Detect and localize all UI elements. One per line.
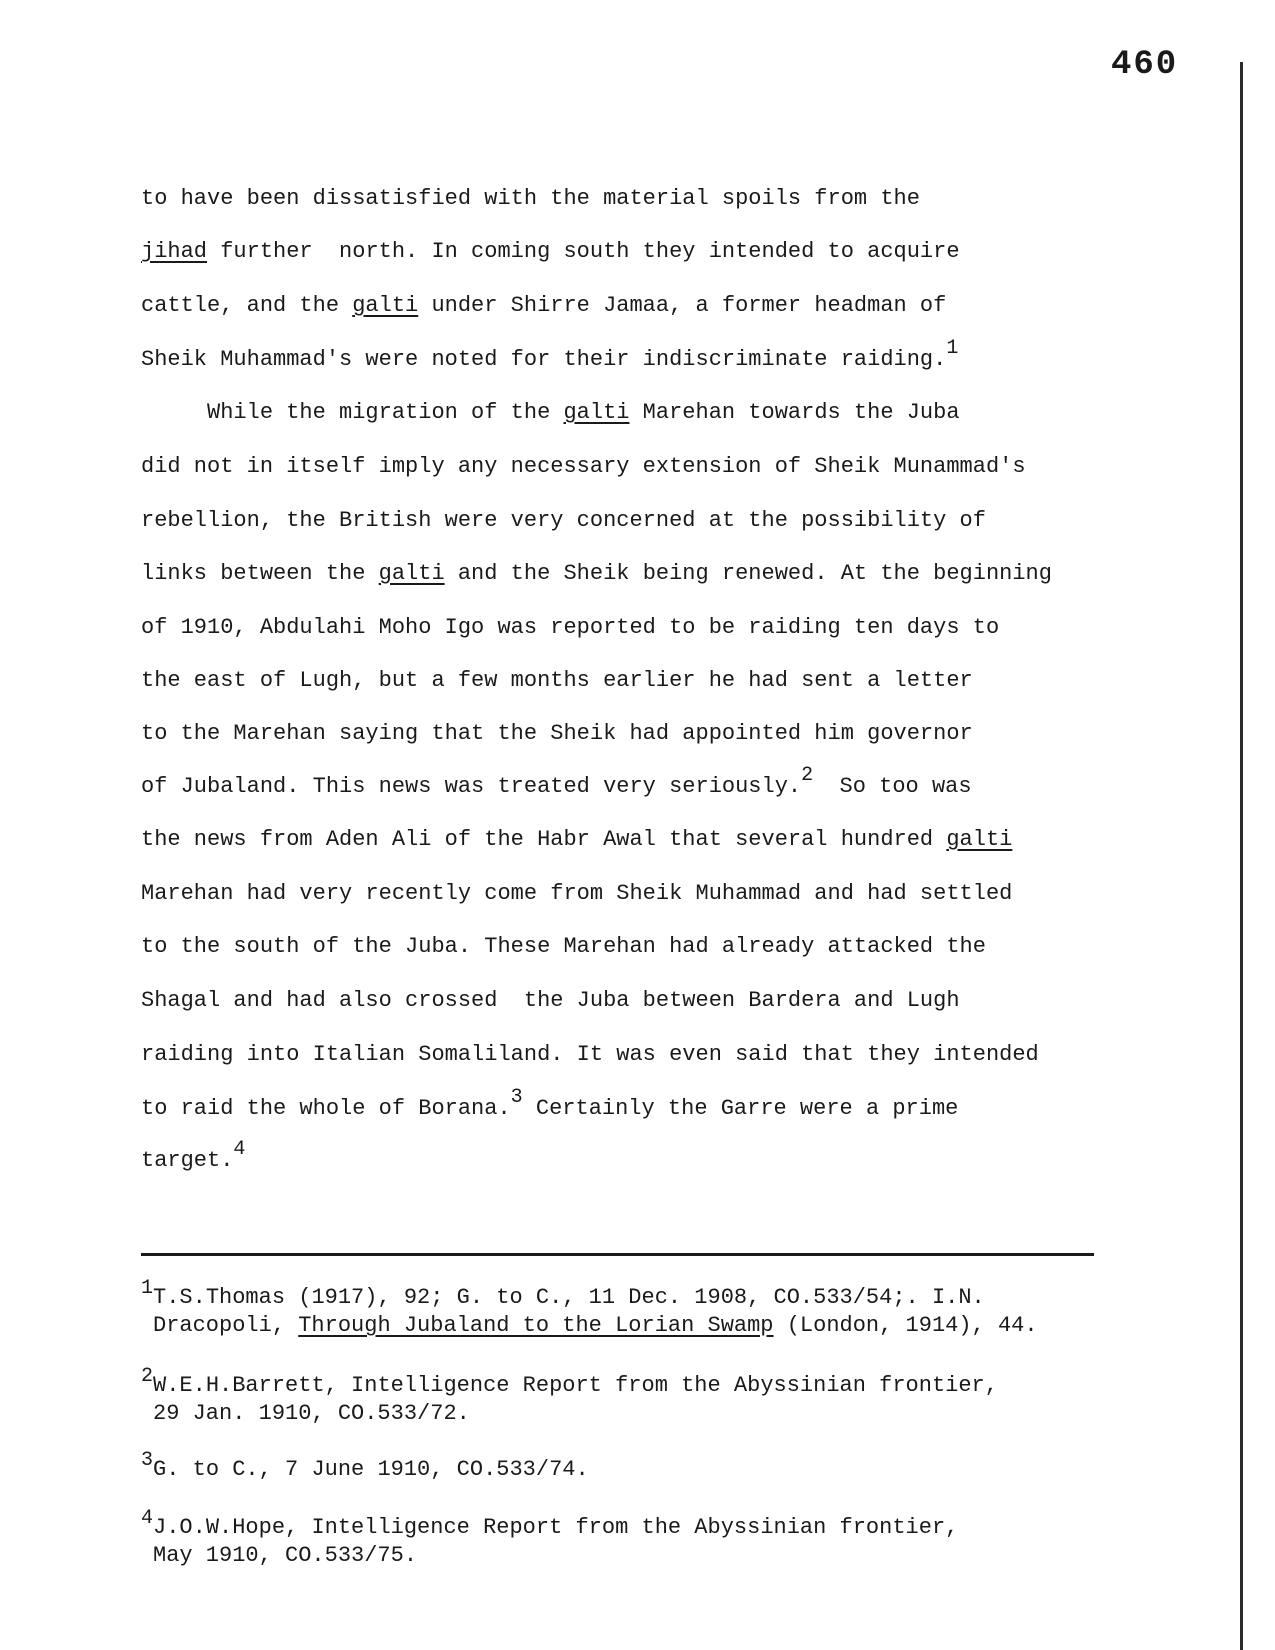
text-span: Dracopoli, — [153, 1313, 299, 1338]
text-line — [141, 336, 959, 375]
underlined-term: galti — [378, 561, 445, 586]
text-line — [141, 398, 960, 428]
text-span: under Shirre Jamaa, a former headman of — [418, 293, 947, 318]
text-span: links between the — [141, 561, 379, 586]
text-line — [141, 719, 973, 749]
footnote-ref: 4 — [233, 1137, 246, 1161]
footnote-ref: 2 — [801, 763, 814, 787]
text-line — [141, 1085, 959, 1124]
text-span: While the migration of the — [141, 400, 564, 425]
text-span: W.E.H.Barrett, Intelligence Report from the Abyssinian frontier, — [153, 1373, 998, 1398]
text-span: Marehan towards the Juba — [629, 400, 960, 425]
text-line — [141, 666, 973, 696]
footnote-4 — [141, 1506, 959, 1570]
text-line — [141, 506, 986, 536]
text-span: Certainly the Garre were a prime — [522, 1096, 959, 1121]
footnote-number: 2 — [141, 1364, 154, 1388]
text-line — [141, 1137, 246, 1176]
text-line — [141, 237, 960, 267]
footnote-number: 4 — [141, 1506, 154, 1530]
text-span: So too was — [813, 774, 972, 799]
text-span: J.O.W.Hope, Intelligence Report from the Abyssinian frontier, — [153, 1515, 959, 1540]
text-line — [141, 184, 920, 214]
page-edge-line — [1240, 62, 1243, 1650]
text-span: of Jubaland. This news was treated very seriously. — [141, 774, 802, 799]
footnote-number: 3 — [141, 1448, 154, 1472]
footnote-1 — [141, 1276, 1038, 1340]
text-line — [141, 825, 1012, 855]
text-line — [141, 1040, 1039, 1070]
footnote-ref: 3 — [510, 1085, 523, 1109]
text-span: Shagal and had also crossed the Juba between Bardera and Lugh — [141, 988, 960, 1013]
text-span: T.S.Thomas (1917), 92; G. to C., 11 Dec. 1908, CO.533/54;. I.N. — [153, 1285, 985, 1310]
underlined-term: jihad — [141, 239, 208, 264]
underlined-title: Through Jubaland to the Lorian Swamp — [298, 1313, 774, 1338]
underlined-term: galti — [563, 400, 630, 425]
text-line — [141, 291, 946, 321]
text-span: the news from Aden Ali of the Habr Awal that several hundred — [141, 827, 947, 852]
text-span: raiding into Italian Somaliland. It was even said that they intended — [141, 1042, 1039, 1067]
text-line — [141, 559, 1052, 589]
text-span: target. — [141, 1148, 234, 1173]
text-line — [141, 452, 1026, 482]
text-line — [141, 613, 999, 643]
text-span: of 1910, Abdulahi Moho Igo was reported to be raiding ten days to — [141, 615, 1000, 640]
text-span: to the south of the Juba. These Marehan had already attacked the — [141, 934, 986, 959]
footnote-divider — [141, 1253, 1094, 1256]
text-span: to have been dissatisfied with the material spoils from the — [141, 186, 920, 211]
text-line — [141, 986, 960, 1016]
text-span: to the Marehan saying that the Sheik had appointed him governor — [141, 721, 973, 746]
text-span: Marehan had very recently come from Sheik Muhammad and had settled — [141, 881, 1013, 906]
text-line — [141, 879, 1012, 909]
text-span: (London, 1914), 44. — [773, 1313, 1038, 1338]
text-span: 29 Jan. 1910, CO.533/72. — [153, 1401, 470, 1426]
text-span: G. to C., 7 June 1910, CO.533/74. — [153, 1457, 589, 1482]
footnote-3 — [141, 1448, 589, 1484]
text-span: further north. In coming south they intended to acquire — [207, 239, 960, 264]
text-span: did not in itself imply any necessary extension of Sheik Munammad's — [141, 454, 1026, 479]
page-number: 460 — [1111, 46, 1179, 84]
footnote-number: 1 — [141, 1276, 154, 1300]
footnote-ref: 1 — [946, 336, 959, 360]
text-span: to raid the whole of Borana. — [141, 1096, 511, 1121]
text-span: the east of Lugh, but a few months earlier he had sent a letter — [141, 668, 973, 693]
text-span: cattle, and the — [141, 293, 353, 318]
underlined-term: galti — [352, 293, 419, 318]
text-span: May 1910, CO.533/75. — [153, 1543, 418, 1568]
footnote-2 — [141, 1364, 998, 1428]
text-line — [141, 763, 972, 802]
text-line — [141, 932, 986, 962]
text-span: Sheik Muhammad's were noted for their indiscriminate raiding. — [141, 347, 947, 372]
text-span: and the Sheik being renewed. At the beginning — [444, 561, 1052, 586]
underlined-term: galti — [946, 827, 1013, 852]
text-span: rebellion, the British were very concerned at the possibility of — [141, 508, 986, 533]
